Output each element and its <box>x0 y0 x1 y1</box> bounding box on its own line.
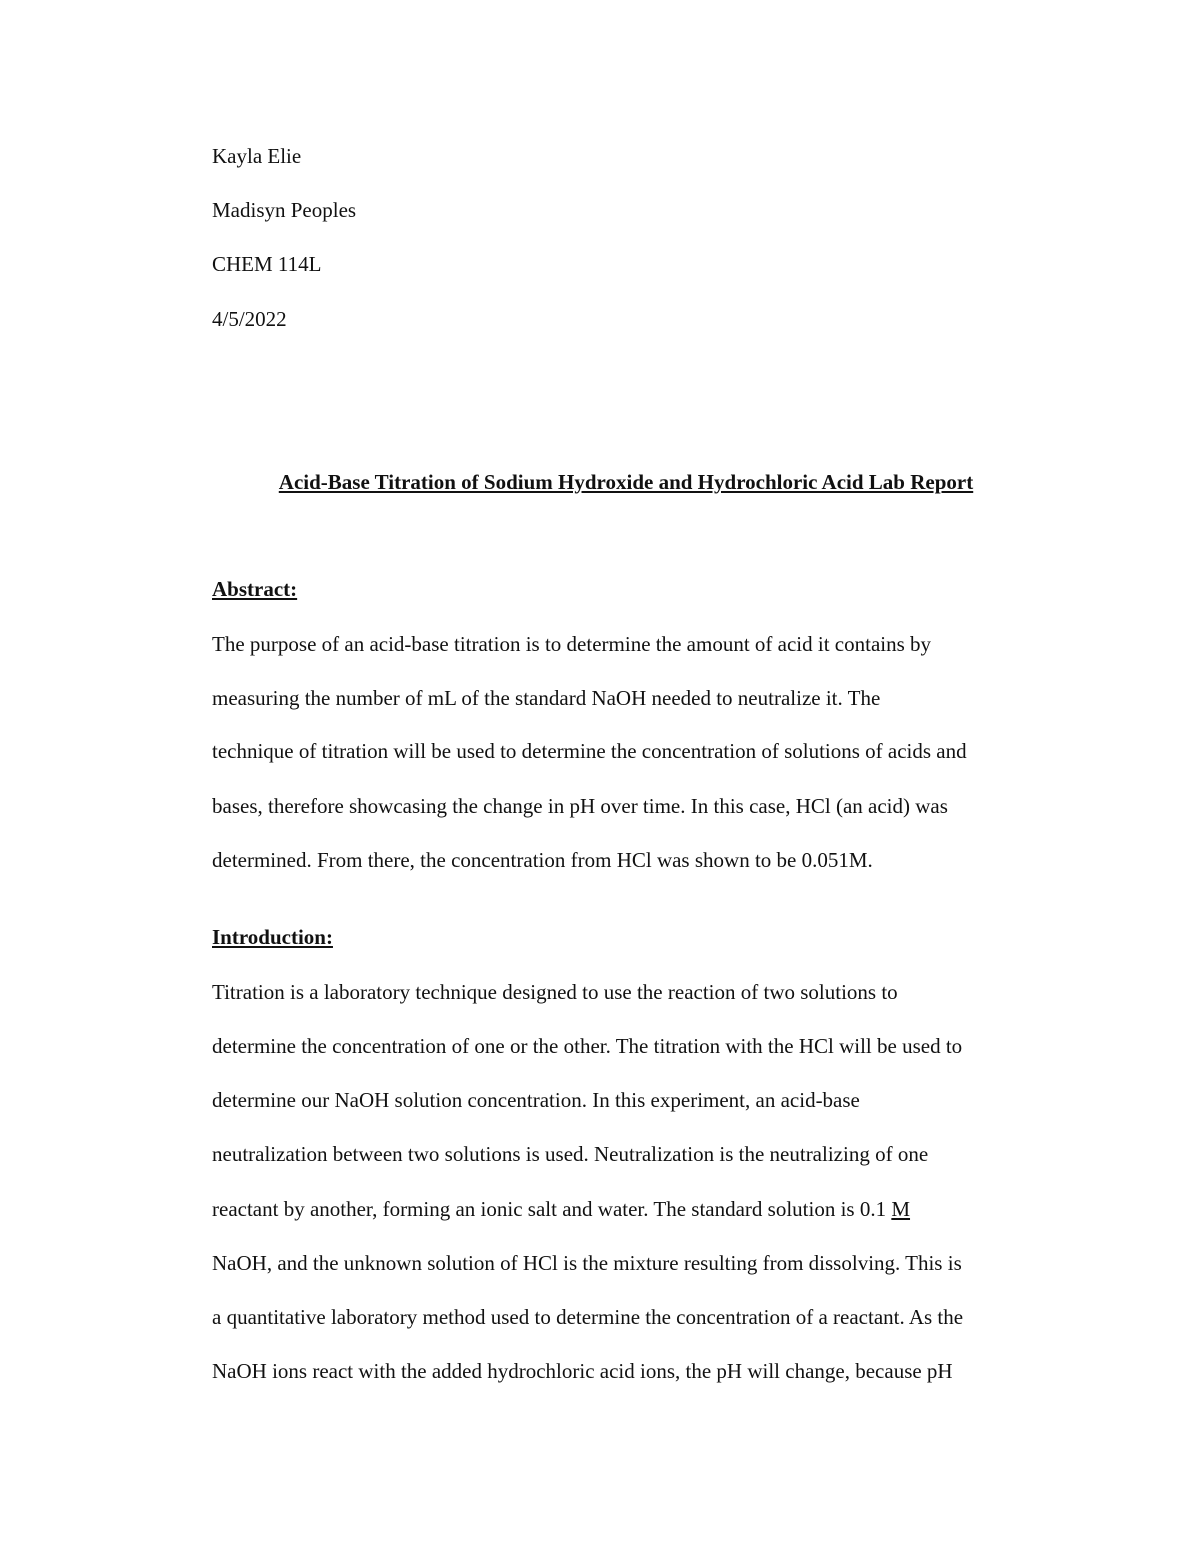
introduction-line: a quantitative laboratory method used to determine the concentration of a reactant. As the <box>212 1305 964 1329</box>
author-name-2: Madisyn Peoples <box>212 198 357 222</box>
introduction-line: NaOH ions react with the added hydrochloric acid ions, the pH will change, because pH <box>212 1359 953 1383</box>
abstract-line: measuring the number of mL of the standard NaOH needed to neutralize it. The <box>212 686 881 710</box>
abstract-line: determined. From there, the concentration from HCl was shown to be 0.051M. <box>212 848 873 872</box>
abstract-line: bases, therefore showcasing the change in pH over time. In this case, HCl (an acid) was <box>212 794 948 818</box>
report-title: Acid-Base Titration of Sodium Hydroxide and Hydrochloric Acid Lab Report <box>278 470 974 494</box>
molarity-unit: M <box>891 1197 911 1221</box>
report-date: 4/5/2022 <box>212 307 287 331</box>
introduction-line: NaOH, and the unknown solution of HCl is the mixture resulting from dissolving. This is <box>212 1251 962 1275</box>
introduction-line: Titration is a laboratory technique designed to use the reaction of two solutions to <box>212 980 898 1004</box>
introduction-line: neutralization between two solutions is used. Neutralization is the neutralizing of one <box>212 1142 929 1166</box>
introduction-line-text: reactant by another, forming an ionic salt and water. The standard solution is 0.1 <box>212 1197 892 1221</box>
course-code: CHEM 114L <box>212 252 322 276</box>
abstract-line: The purpose of an acid-base titration is to determine the amount of acid it contains by <box>212 632 932 656</box>
introduction-line: determine our NaOH solution concentration. In this experiment, an acid-base <box>212 1088 860 1112</box>
introduction-heading: Introduction: <box>212 925 333 949</box>
introduction-line <box>212 1196 910 1222</box>
introduction-line: determine the concentration of one or the other. The titration with the HCl will be used to <box>212 1034 963 1058</box>
author-name-1: Kayla Elie <box>212 144 302 168</box>
abstract-line: technique of titration will be used to determine the concentration of solutions of acids and <box>212 739 967 763</box>
abstract-heading: Abstract: <box>212 577 298 601</box>
